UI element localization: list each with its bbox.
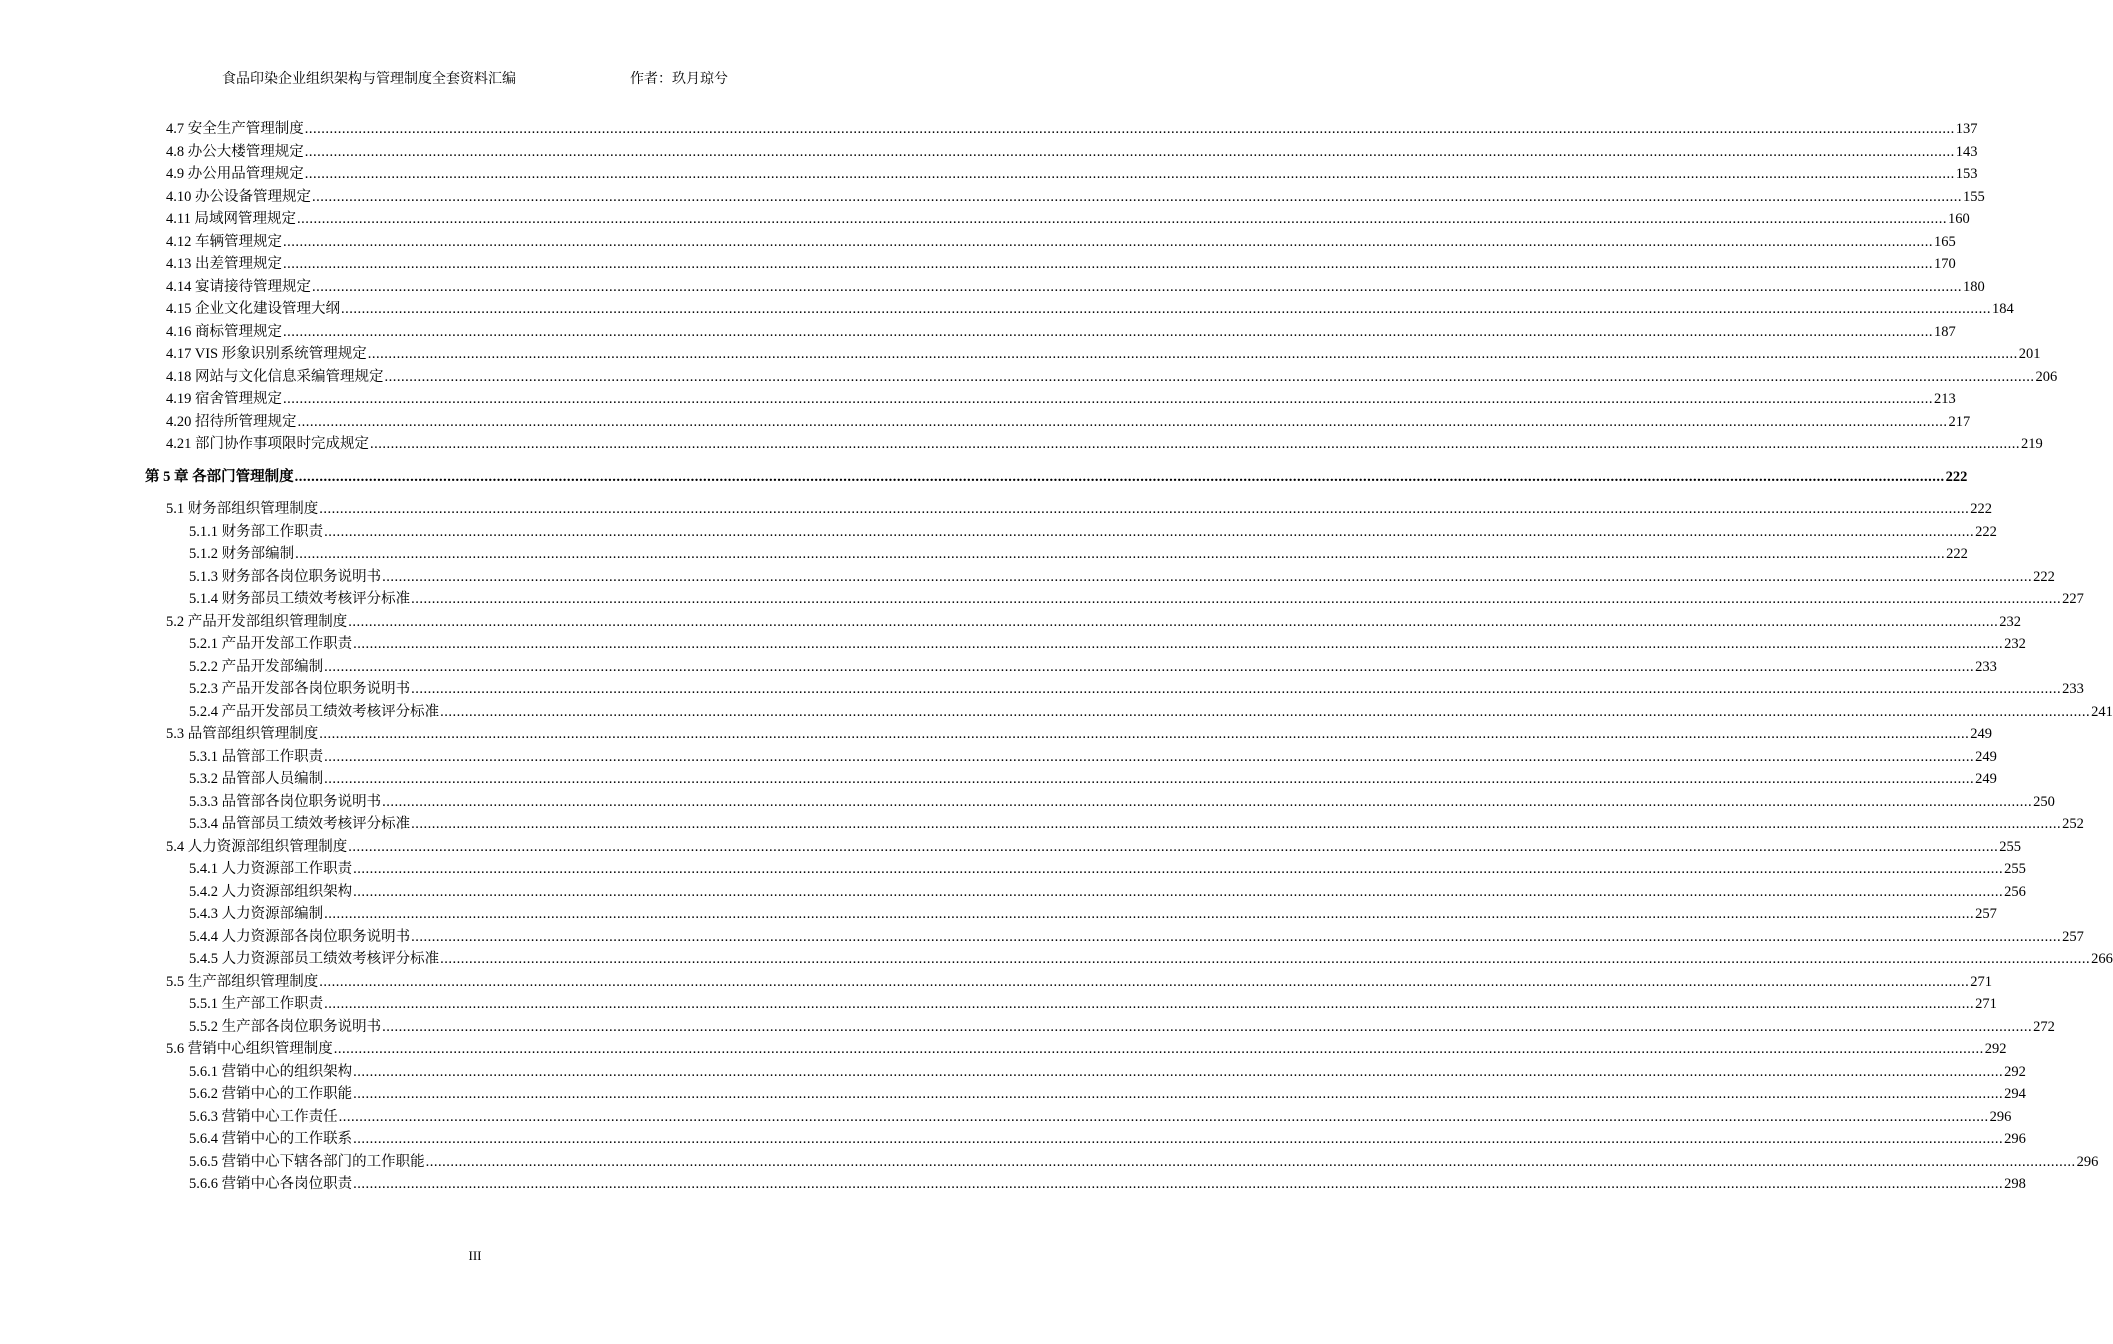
document-author: 作者：玖月琼兮 <box>630 72 728 87</box>
toc-entry-label: 5.2.1 产品开发部工作职责 <box>189 636 353 652</box>
toc-leader-dots: ................................................................................................................................................................................................................................................................................................................................................................................................................ <box>304 166 1955 182</box>
toc-entry-label: 5.5.2 生产部各岗位职务说明书 <box>189 1018 382 1035</box>
toc-entry-page: 213 <box>1934 391 1956 407</box>
toc-leader-dots: ................................................................................................................................................................................................................................................................................................................................................................................................................ <box>283 323 1933 340</box>
toc-entry[interactable] <box>189 631 2026 653</box>
toc-entry-page: 137 <box>1955 121 1978 137</box>
toc-entry-page: 155 <box>1963 188 1985 205</box>
toc-leader-dots: ................................................................................................................................................................................................................................................................................................................................................................................................................ <box>312 188 1962 205</box>
toc-entry[interactable] <box>189 1149 2099 1171</box>
toc-entry-label: 5.2 产品开发部组织管理制度 <box>166 613 348 630</box>
toc-leader-dots: ................................................................................................................................................................................................................................................................................................................................................................................................................ <box>324 996 1975 1012</box>
toc-entry-label: 4.11 局域网管理规定 <box>166 211 296 227</box>
toc-entry[interactable] <box>189 564 2055 586</box>
toc-entry[interactable] <box>166 496 1992 518</box>
page-number: III <box>468 1248 482 1263</box>
toc-leader-dots: ................................................................................................................................................................................................................................................................................................................................................................................................................ <box>353 883 2004 900</box>
toc-entry-label: 5.4.3 人力资源部编制 <box>189 906 324 922</box>
toc-entry[interactable] <box>166 139 1978 161</box>
toc-entry-page: 232 <box>2004 636 2026 652</box>
toc-entry-page: 180 <box>1963 278 1985 295</box>
toc-leader-dots: ................................................................................................................................................................................................................................................................................................................................................................................................................ <box>304 143 1955 160</box>
toc-entry-label: 5.6.5 营销中心下辖各部门的工作职能 <box>189 1153 425 1170</box>
toc-entry-label: 5.3.2 品管部人员编制 <box>189 771 324 787</box>
toc-entry[interactable] <box>189 676 2084 698</box>
toc-entry[interactable] <box>166 1036 2007 1058</box>
toc-entry[interactable] <box>189 541 1968 563</box>
toc-entry[interactable] <box>166 364 2058 386</box>
toc-entry-label: 5.6.6 营销中心各岗位职责 <box>189 1176 353 1192</box>
toc-entry[interactable] <box>166 184 1985 206</box>
toc-entry-label: 5.4.1 人力资源部工作职责 <box>189 861 353 877</box>
toc-leader-dots: ................................................................................................................................................................................................................................................................................................................................................................................................................ <box>324 906 1975 922</box>
toc-entry-page: 206 <box>2035 368 2058 385</box>
toc-leader-dots: ................................................................................................................................................................................................................................................................................................................................................................................................................ <box>367 346 2018 362</box>
toc-entry[interactable] <box>166 251 1956 273</box>
toc-entry-label: 4.14 宴请接待管理规定 <box>166 278 311 295</box>
toc-entry-label: 5.3 品管部组织管理制度 <box>166 726 319 742</box>
toc-entry-label: 5.1.1 财务部工作职责 <box>189 523 324 540</box>
toc-entry-page: 255 <box>1999 838 2021 855</box>
toc-entry-page: 143 <box>1955 143 1978 160</box>
toc-leader-dots: ................................................................................................................................................................................................................................................................................................................................................................................................................ <box>411 681 2062 697</box>
toc-entry-page: 296 <box>2004 1131 2026 1147</box>
toc-entry-page: 233 <box>1975 658 1997 675</box>
toc-entry-label: 4.15 企业文化建设管理大纲 <box>166 301 340 317</box>
toc-entry-page: 201 <box>2018 346 2041 362</box>
toc-entry[interactable] <box>189 1171 2026 1193</box>
toc-entry-label: 4.10 办公设备管理规定 <box>166 188 311 205</box>
toc-leader-dots: ................................................................................................................................................................................................................................................................................................................................................................................................................ <box>411 816 2062 832</box>
toc-entry-page: 298 <box>2004 1176 2026 1192</box>
toc-entry-label: 4.17 VIS 形象识别系统管理规定 <box>166 346 367 362</box>
toc-entry[interactable] <box>189 856 2026 878</box>
toc-leader-dots: ................................................................................................................................................................................................................................................................................................................................................................................................................ <box>411 591 2062 607</box>
toc-entry-label: 4.19 宿舍管理规定 <box>166 391 282 407</box>
toc-leader-dots: ................................................................................................................................................................................................................................................................................................................................................................................................................ <box>324 658 1975 675</box>
toc-leader-dots: ................................................................................................................................................................................................................................................................................................................................................................................................................ <box>382 568 2033 585</box>
toc-entry-page: 184 <box>1992 301 2014 317</box>
toc-entry-page: 222 <box>1975 523 1997 540</box>
toc-leader-dots: ................................................................................................................................................................................................................................................................................................................................................................................................................ <box>324 523 1975 540</box>
toc-leader-dots: ................................................................................................................................................................................................................................................................................................................................................................................................................ <box>353 636 2004 652</box>
toc-leader-dots: ................................................................................................................................................................................................................................................................................................................................................................................................................ <box>382 1018 2033 1035</box>
toc-leader-dots: ................................................................................................................................................................................................................................................................................................................................................................................................................ <box>348 613 1999 630</box>
toc-entry[interactable] <box>189 744 1997 766</box>
toc-entry-label: 5.2.4 产品开发部员工绩效考核评分标准 <box>189 703 440 720</box>
toc-entry-label: 4.9 办公用品管理规定 <box>166 166 304 182</box>
toc-entry-page: 249 <box>1975 748 1997 765</box>
toc-entry-label: 5.2.2 产品开发部编制 <box>189 658 324 675</box>
toc-leader-dots: ................................................................................................................................................................................................................................................................................................................................................................................................................ <box>353 1131 2004 1147</box>
toc-entry-label: 5.1.3 财务部各岗位职务说明书 <box>189 568 382 585</box>
toc-entry-label: 5.3.1 品管部工作职责 <box>189 748 324 765</box>
toc-entry-label: 5.2.3 产品开发部各岗位职务说明书 <box>189 681 411 697</box>
toc-entry-page: 222 <box>1970 501 1992 517</box>
toc-entry-label: 5.4.4 人力资源部各岗位职务说明书 <box>189 928 411 945</box>
document-title: 食品印染企业组织架构与管理制度全套资料汇编 <box>222 72 516 87</box>
toc-entry[interactable] <box>166 721 1992 743</box>
toc-leader-dots: ................................................................................................................................................................................................................................................................................................................................................................................................................ <box>348 838 1999 855</box>
toc-entry-label: 5.5.1 生产部工作职责 <box>189 996 324 1012</box>
toc-entry-page: 153 <box>1955 166 1978 182</box>
toc-entry[interactable] <box>189 879 2026 901</box>
toc-entry[interactable] <box>166 609 2021 631</box>
toc-entry-page: 294 <box>2004 1086 2026 1102</box>
toc-leader-dots: ................................................................................................................................................................................................................................................................................................................................................................................................................ <box>341 301 1991 317</box>
toc-entry-page: 292 <box>2004 1063 2026 1080</box>
toc-entry-label: 5.6.1 营销中心的组织架构 <box>189 1063 353 1080</box>
toc-entry[interactable] <box>189 811 2084 833</box>
toc-entry-page: 170 <box>1934 256 1956 272</box>
toc-entry-page: 252 <box>2062 816 2084 832</box>
toc-entry-page: 217 <box>1948 413 1971 430</box>
toc-entry-label: 5.5 生产部组织管理制度 <box>166 973 319 990</box>
toc-leader-dots: ................................................................................................................................................................................................................................................................................................................................................................................................................ <box>312 278 1962 295</box>
toc-entry-label: 5.1.4 财务部员工绩效考核评分标准 <box>189 591 411 607</box>
toc-leader-dots: ................................................................................................................................................................................................................................................................................................................................................................................................................ <box>294 468 1945 485</box>
toc-entry[interactable] <box>189 586 2084 608</box>
toc-entry-label: 5.1 财务部组织管理制度 <box>166 501 319 517</box>
toc-entry[interactable] <box>189 946 2113 968</box>
toc-leader-dots: ................................................................................................................................................................................................................................................................................................................................................................................................................ <box>338 1108 1989 1125</box>
toc-entry[interactable] <box>189 789 2055 811</box>
toc-leader-dots: ................................................................................................................................................................................................................................................................................................................................................................................................................ <box>353 861 2004 877</box>
toc-leader-dots: ................................................................................................................................................................................................................................................................................................................................................................................................................ <box>353 1086 2004 1102</box>
toc-entry[interactable] <box>166 161 1978 183</box>
toc-entry-page: 266 <box>2091 951 2113 967</box>
toc-leader-dots: ................................................................................................................................................................................................................................................................................................................................................................................................................ <box>283 256 1933 272</box>
toc-leader-dots: ................................................................................................................................................................................................................................................................................................................................................................................................................ <box>425 1153 2076 1170</box>
toc-entry-page: 255 <box>2004 861 2026 877</box>
toc-leader-dots: ................................................................................................................................................................................................................................................................................................................................................................................................................ <box>283 391 1933 407</box>
toc-entry-label: 4.18 网站与文化信息采编管理规定 <box>166 368 384 385</box>
toc-leader-dots: ................................................................................................................................................................................................................................................................................................................................................................................................................ <box>319 973 1970 990</box>
toc-entry[interactable] <box>166 319 1956 341</box>
toc-entry[interactable] <box>166 206 1970 228</box>
toc-entry-page: 222 <box>1945 468 1968 485</box>
toc-entry-page: 292 <box>1984 1041 2007 1057</box>
toc-leader-dots: ................................................................................................................................................................................................................................................................................................................................................................................................................ <box>319 501 1970 517</box>
toc-entry-page: 222 <box>1946 546 1968 562</box>
toc-entry-page: 219 <box>2021 436 2043 452</box>
toc-entry-page: 241 <box>2091 703 2113 720</box>
toc-entry-label: 4.8 办公大楼管理规定 <box>166 143 304 160</box>
toc-entry-label: 4.7 安全生产管理制度 <box>166 121 304 137</box>
toc-entry-label: 5.4 人力资源部组织管理制度 <box>166 838 348 855</box>
toc-entry-page: 256 <box>2004 883 2026 900</box>
toc-entry[interactable] <box>189 924 2084 946</box>
toc-entry[interactable] <box>166 229 1956 251</box>
toc-entry[interactable] <box>189 654 1997 676</box>
toc-entry[interactable] <box>166 341 2041 363</box>
toc-entry-label: 5.1.2 财务部编制 <box>189 546 295 562</box>
toc-entry-label: 5.6 营销中心组织管理制度 <box>166 1041 333 1057</box>
toc-entry-page: 187 <box>1934 323 1956 340</box>
toc-leader-dots: ................................................................................................................................................................................................................................................................................................................................................................................................................ <box>324 748 1975 765</box>
toc-entry-label: 5.4.2 人力资源部组织架构 <box>189 883 353 900</box>
toc-entry[interactable] <box>189 1126 2026 1148</box>
toc-entry-label: 5.4.5 人力资源部员工绩效考核评分标准 <box>189 951 440 967</box>
toc-entry-label: 4.21 部门协作事项限时完成规定 <box>166 436 369 452</box>
toc-leader-dots: ................................................................................................................................................................................................................................................................................................................................................................................................................ <box>304 121 1955 137</box>
toc-leader-dots: ................................................................................................................................................................................................................................................................................................................................................................................................................ <box>319 726 1970 742</box>
toc-leader-dots: ................................................................................................................................................................................................................................................................................................................................................................................................................ <box>296 211 1947 227</box>
toc-leader-dots: ................................................................................................................................................................................................................................................................................................................................................................................................................ <box>353 1063 2004 1080</box>
toc-entry-page: 257 <box>2062 928 2084 945</box>
toc-leader-dots: ................................................................................................................................................................................................................................................................................................................................................................................................................ <box>440 951 2091 967</box>
toc-entry-page: 222 <box>2033 568 2055 585</box>
toc-leader-dots: ................................................................................................................................................................................................................................................................................................................................................................................................................ <box>384 368 2035 385</box>
toc-entry-label: 5.3.4 品管部员工绩效考核评分标准 <box>189 816 411 832</box>
toc-leader-dots: ................................................................................................................................................................................................................................................................................................................................................................................................................ <box>440 703 2091 720</box>
toc-entry-page: 271 <box>1970 973 1992 990</box>
toc-leader-dots: ................................................................................................................................................................................................................................................................................................................................................................................................................ <box>295 546 1946 562</box>
toc-leader-dots: ................................................................................................................................................................................................................................................................................................................................................................................................................ <box>411 928 2062 945</box>
toc-entry-label: 5.3.3 品管部各岗位职务说明书 <box>189 793 382 810</box>
toc-entry[interactable] <box>189 1104 2012 1126</box>
toc-entry[interactable] <box>189 991 1997 1013</box>
toc-entry[interactable] <box>166 274 1985 296</box>
toc-leader-dots: ................................................................................................................................................................................................................................................................................................................................................................................................................ <box>333 1041 1984 1057</box>
toc-entry-label: 4.13 出差管理规定 <box>166 256 282 272</box>
toc-entry-label: 5.6.2 营销中心的工作职能 <box>189 1086 353 1102</box>
toc-entry-page: 232 <box>1999 613 2021 630</box>
toc-entry-label: 4.20 招待所管理规定 <box>166 413 297 430</box>
toc-leader-dots: ................................................................................................................................................................................................................................................................................................................................................................................................................ <box>353 1176 2004 1192</box>
toc-entry[interactable] <box>189 1059 2026 1081</box>
toc-entry[interactable] <box>166 431 2043 453</box>
toc-entry-page: 272 <box>2033 1018 2055 1035</box>
toc-entry[interactable] <box>166 969 1992 991</box>
toc-leader-dots: ................................................................................................................................................................................................................................................................................................................................................................................................................ <box>283 233 1933 250</box>
toc-entry-page: 227 <box>2062 591 2084 607</box>
toc-chapter-entry[interactable] <box>145 464 1968 486</box>
toc-leader-dots: ................................................................................................................................................................................................................................................................................................................................................................................................................ <box>382 793 2033 810</box>
toc-entry[interactable] <box>189 1014 2055 1036</box>
toc-entry[interactable] <box>189 1081 2026 1103</box>
toc-entry-page: 271 <box>1975 996 1997 1012</box>
toc-entry-label: 4.16 商标管理规定 <box>166 323 282 340</box>
toc-entry-page: 233 <box>2062 681 2084 697</box>
toc-entry[interactable] <box>166 409 1971 431</box>
toc-entry[interactable] <box>166 834 2021 856</box>
toc-leader-dots: ................................................................................................................................................................................................................................................................................................................................................................................................................ <box>324 771 1975 787</box>
toc-leader-dots: ................................................................................................................................................................................................................................................................................................................................................................................................................ <box>370 436 2020 452</box>
toc-entry-label: 5.6.4 营销中心的工作联系 <box>189 1131 353 1147</box>
toc-entry-page: 249 <box>1975 771 1997 787</box>
toc-entry[interactable] <box>189 901 1997 923</box>
toc-entry-label: 第 5 章 各部门管理制度 <box>145 468 294 485</box>
page-header <box>0 68 950 88</box>
toc-entry-page: 257 <box>1975 906 1997 922</box>
toc-entry-page: 296 <box>2076 1153 2099 1170</box>
toc-entry-label: 4.12 车辆管理规定 <box>166 233 282 250</box>
toc-entry[interactable] <box>189 519 1997 541</box>
toc-leader-dots: ................................................................................................................................................................................................................................................................................................................................................................................................................ <box>297 413 1948 430</box>
toc-entry[interactable] <box>166 296 2014 318</box>
toc-entry-page: 250 <box>2033 793 2055 810</box>
toc-entry[interactable] <box>166 116 1978 138</box>
toc-entry[interactable] <box>189 766 1997 788</box>
toc-entry-page: 160 <box>1947 211 1970 227</box>
toc-entry-page: 296 <box>1989 1108 2012 1125</box>
toc-entry-page: 249 <box>1970 726 1992 742</box>
toc-entry-page: 165 <box>1934 233 1956 250</box>
toc-entry[interactable] <box>189 699 2113 721</box>
toc-entry[interactable] <box>166 386 1956 408</box>
toc-entry-label: 5.6.3 营销中心工作责任 <box>189 1108 338 1125</box>
